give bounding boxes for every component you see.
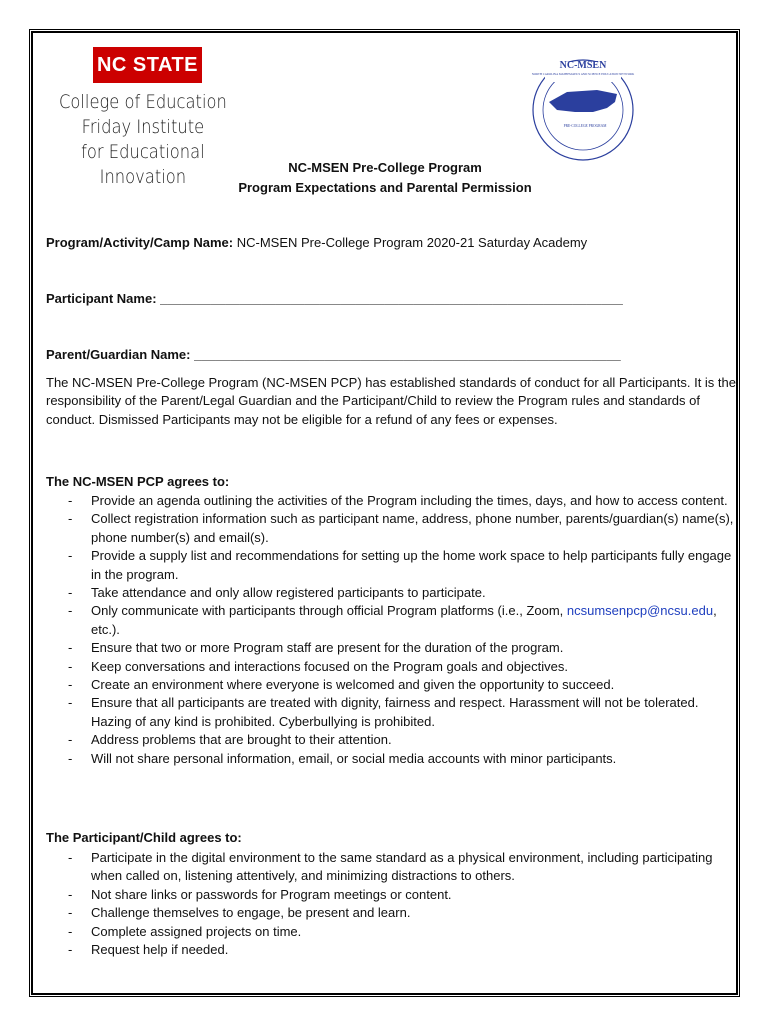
program-label: Program/Activity/Camp Name: [46, 235, 234, 250]
list-item: - Will not share personal information, email, or social media accounts with minor participants. [46, 750, 736, 768]
comm-text-end: , etc.). [91, 603, 717, 637]
program-name-field [46, 235, 587, 250]
pcp-list [46, 492, 736, 768]
seal-subtitle: NORTH CAROLINA MATHEMATICS AND SCIENCE EDUCATION NETWORK [531, 72, 635, 76]
seal-program: PRE-COLLEGE PROGRAM [563, 124, 607, 128]
college-line: for Educational Innovation [81, 141, 205, 188]
list-item: - Challenge themselves to engage, be present and learn. [46, 904, 736, 922]
list-item: - Keep conversations and interactions focused on the Program goals and objectives. [46, 658, 736, 676]
list-item: - Provide an agenda outlining the activities of the Program including the times, days, and how to access content. [46, 492, 736, 510]
page-title: NC-MSEN Pre-College Program [288, 160, 482, 175]
list-item: - Address problems that are brought to their attention. [46, 731, 736, 749]
nc-msen-seal-logo [527, 52, 639, 164]
guardian-label: Parent/Guardian Name: [46, 347, 191, 362]
list-item: - Request help if needed. [46, 941, 736, 959]
list-item: - Ensure that two or more Program staff are present for the duration of the program. [46, 639, 736, 657]
page-subtitle: Program Expectations and Parental Permission [238, 180, 532, 195]
program-value: NC-MSEN Pre-College Program 2020-21 Saturday Academy [233, 235, 588, 250]
guardian-blank: ___________________________________________________________ [190, 347, 621, 362]
participant-name-field [46, 291, 623, 306]
college-line: College of Education [58, 91, 227, 113]
college-name [44, 90, 242, 190]
list-item: - Complete assigned projects on time. [46, 923, 736, 941]
email-link[interactable]: ncsumsenpcp@ncsu.edu [566, 603, 714, 619]
participant-blank: ________________________________________________________________ [156, 291, 623, 306]
list-item: - Not share links or passwords for Program meetings or content. [46, 886, 736, 904]
guardian-name-field [46, 347, 621, 362]
nc-state-logo: NC STATE [93, 47, 202, 83]
list-item: - Provide a supply list and recommendations for setting up the home work space to help participants fully engage in the program. [46, 547, 736, 584]
list-item: - Ensure that all participants are treated with dignity, fairness and respect. Harassment will not be tolerated. Hazing of any kind is prohibited. Cyberbullying is prohibited. [46, 694, 736, 731]
comm-text: Only communicate with participants through official Program platforms (i.e., Zoom, [91, 603, 567, 619]
participant-label: Participant Name: [46, 291, 157, 306]
seal-title: NC-MSEN [559, 60, 607, 71]
pcp-heading: The NC-MSEN PCP agrees to: [46, 474, 230, 489]
list-item: - Participate in the digital environment to the same standard as a physical environment, including participating when called on, listening attentively, and minimizing distractions to others. [46, 849, 736, 886]
college-line: Friday Institute [81, 116, 205, 138]
list-item [46, 602, 736, 639]
list-item: - Create an environment where everyone is welcomed and given the opportunity to succeed. [46, 676, 736, 694]
intro-paragraph: The NC-MSEN Pre-College Program (NC-MSEN PCP) has established standards of conduct for all Participants. It is the responsibility of the Parent/Legal Guardian and the Participant/Child to review the Program rules and standards of conduct. Dismissed Participants may not be eligible for a refund of any fees or expenses. [46, 375, 736, 427]
list-item: - Take attendance and only allow registered participants to participate. [46, 584, 736, 602]
child-list [46, 849, 736, 959]
list-item: - Collect registration information such as participant name, address, phone number, parents/guardian(s) name(s), phone number(s) and email(s). [46, 510, 736, 547]
child-heading: The Participant/Child agrees to: [46, 830, 242, 845]
